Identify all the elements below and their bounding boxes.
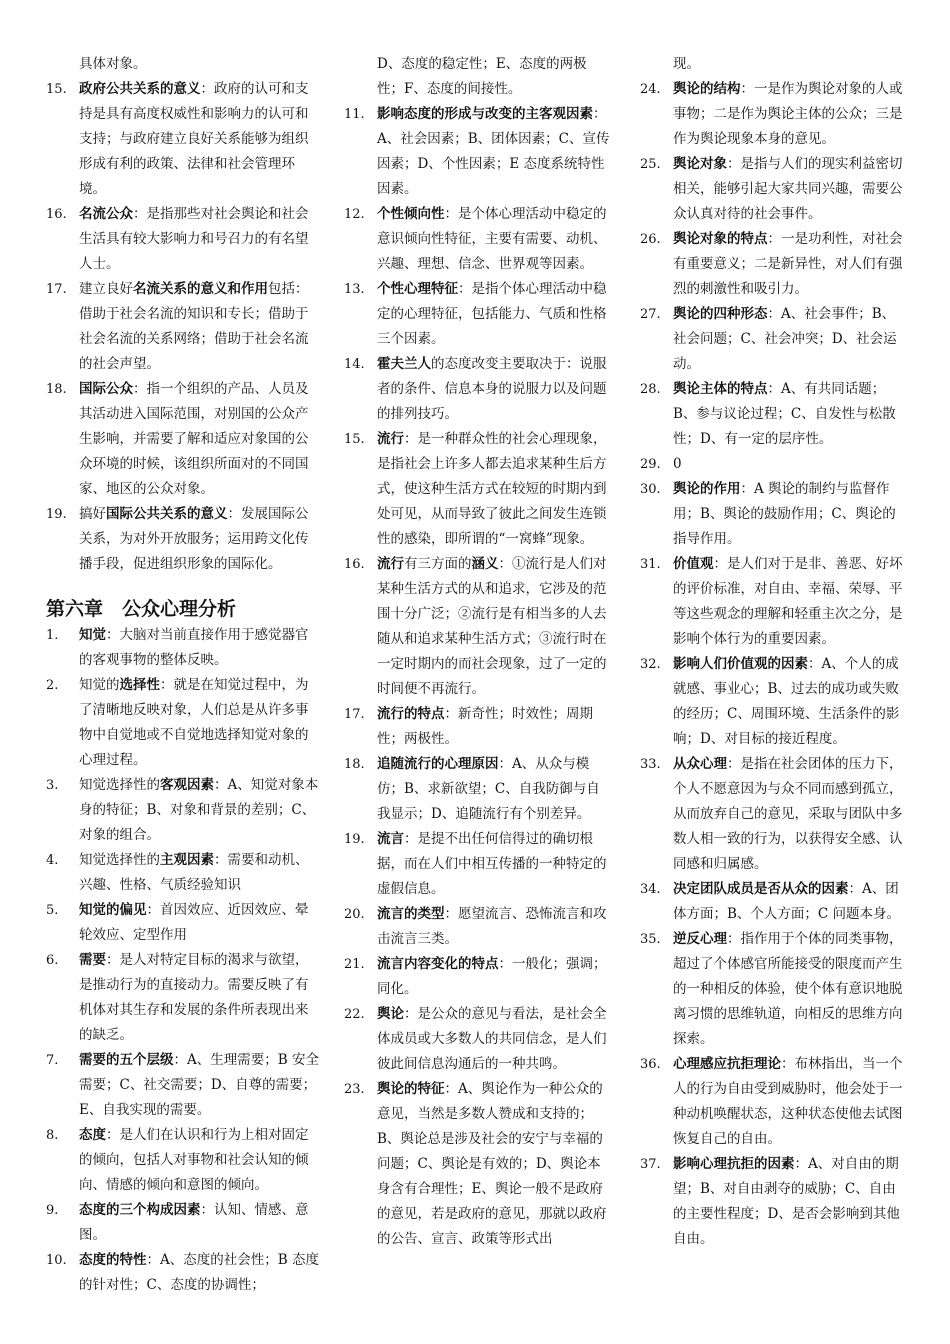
item-number: 2. bbox=[46, 678, 59, 693]
item-number: 23. bbox=[344, 1082, 365, 1097]
text-run: ：A、团体方面；B、个人方面；C 问题本身。 bbox=[673, 881, 901, 922]
item-number: 13. bbox=[344, 282, 365, 297]
text-run: 搞好 bbox=[79, 506, 106, 522]
text-run: ：一是功利性，对社会有重要意义；二是新异性，对人们有强烈的刺激性和吸引力。 bbox=[673, 231, 903, 297]
text-run: ：指作用于个体的同类事物，超过了个体感官所能接受的限度而产生的一种相反的体验，使个体有意识地脱离习惯的思维轨道，向相反的思维方向探索。 bbox=[673, 931, 903, 1047]
text-run: ：A、社会因素；B、团体因素；C、宣传因素；D、个性因素；E 态度系统特性因素。 bbox=[377, 106, 610, 197]
term-bold: 影响态度的形成与改变的主客观因素 bbox=[377, 106, 593, 122]
text-run: ：愿望流言、恐怖流言和攻击流言三类。 bbox=[377, 906, 607, 947]
text-run: 有三方面的 bbox=[404, 556, 472, 572]
item-text bbox=[377, 702, 612, 752]
text-run: 0 bbox=[673, 456, 682, 472]
text-run: ：A、生理需要；B 安全需要；C、社交需要；D、自尊的需要；E、自我实现的需要。 bbox=[79, 1052, 319, 1118]
item-text bbox=[79, 52, 320, 77]
list-item bbox=[344, 827, 612, 902]
item-text bbox=[673, 1152, 908, 1252]
term-bold: 影响心理抗拒的因素 bbox=[673, 1156, 795, 1172]
item-number: 19. bbox=[46, 507, 67, 522]
item-text bbox=[79, 773, 320, 848]
item-text bbox=[79, 898, 320, 948]
text-run: 现。 bbox=[673, 56, 700, 72]
item-text bbox=[79, 948, 320, 1048]
term-bold: 舆论对象的特点 bbox=[673, 231, 768, 247]
list-item bbox=[344, 102, 612, 202]
item-text bbox=[79, 77, 320, 202]
list-item bbox=[344, 1002, 612, 1077]
item-number: 6. bbox=[46, 953, 59, 968]
term-bold: 客观因素 bbox=[160, 777, 214, 793]
item-text bbox=[79, 673, 320, 773]
text-run: ：是指个体心理活动中稳定的心理特征，包括能力、气质和性格三个因素。 bbox=[377, 281, 607, 347]
term-bold: 追随流行的心理原因 bbox=[377, 756, 499, 772]
item-text bbox=[673, 652, 908, 752]
item-number: 35. bbox=[640, 932, 661, 947]
item-text bbox=[377, 102, 612, 202]
item-text bbox=[673, 52, 908, 77]
text-run: ：是指那些对社会舆论和社会生活具有较大影响力和号召力的有名望人士。 bbox=[79, 206, 309, 272]
item-number: 16. bbox=[46, 207, 67, 222]
term-bold: 流言内容变化的特点 bbox=[377, 956, 499, 972]
item-text bbox=[377, 827, 612, 902]
term-bold: 国际公共关系的意义 bbox=[106, 506, 228, 522]
item-text bbox=[377, 427, 612, 552]
item-text bbox=[673, 552, 908, 652]
term-bold: 心理感应抗拒理论 bbox=[673, 1056, 781, 1072]
item-text bbox=[79, 1123, 320, 1198]
list-item bbox=[640, 552, 908, 652]
chapter-heading: 第六章 公众心理分析 bbox=[46, 598, 237, 620]
text-run: ：是公众的意见与看法，是社会全体成员或大多数人的共同信念，是人们彼此间信息沟通后的一种共鸣。 bbox=[377, 1006, 607, 1072]
list-item bbox=[344, 552, 612, 702]
list-item bbox=[640, 652, 908, 752]
list-item bbox=[344, 427, 612, 552]
list-item bbox=[46, 202, 320, 277]
item-text bbox=[673, 377, 908, 452]
term-bold: 涵义 bbox=[471, 556, 499, 572]
term-bold: 国际公众 bbox=[79, 381, 133, 397]
item-text bbox=[377, 1002, 612, 1077]
term-bold: 知觉的偏见 bbox=[79, 902, 147, 918]
item-number: 16. bbox=[344, 557, 365, 572]
text-run: ：是人对特定目标的渴求与欲望，是推动行为的直接动力。需要反映了有机体对其生存和发展的条件所表现出来的缺乏。 bbox=[79, 952, 309, 1043]
item-number: 10. bbox=[46, 1253, 67, 1268]
item-text bbox=[377, 277, 612, 352]
list-item bbox=[344, 277, 612, 352]
item-number: 4. bbox=[46, 853, 59, 868]
item-number: 18. bbox=[344, 757, 365, 772]
item-text bbox=[79, 1048, 320, 1123]
item-text bbox=[79, 623, 320, 673]
text-run: ：是人们对于是非、善恶、好坏的评价标准，对自由、幸福、荣辱、平等这些观念的理解和轻重主次之分，是影响个体行为的重要因素。 bbox=[673, 556, 903, 647]
list-item bbox=[640, 227, 908, 302]
column-middle bbox=[344, 52, 612, 1252]
term-bold: 舆论对象 bbox=[673, 156, 727, 172]
list-item-continuation bbox=[46, 52, 320, 77]
item-text bbox=[673, 77, 908, 152]
item-text bbox=[79, 502, 320, 577]
text-run: 知觉选择性的 bbox=[79, 852, 160, 868]
text-run: ：A、对自由的期望；B、对自由剥夺的威胁；C、自由的主要性程度；D、是否会影响到其他自由。 bbox=[673, 1156, 900, 1247]
text-run: ：一般化；强调；同化。 bbox=[377, 956, 607, 997]
list-item bbox=[46, 773, 320, 848]
item-number: 32. bbox=[640, 657, 661, 672]
text-run: D、态度的稳定性；E、态度的两极性；F、态度的间接性。 bbox=[377, 56, 587, 97]
text-run: ：就是在知觉过程中，为了清晰地反映对象，人们总是从许多事物中自觉地或不自觉地选择知觉对象的心理过程。 bbox=[79, 677, 309, 768]
term-bold: 政府公共关系的意义 bbox=[79, 81, 201, 97]
item-text bbox=[377, 752, 612, 827]
item-number: 21. bbox=[344, 957, 365, 972]
term-bold: 霍夫兰人 bbox=[377, 356, 431, 372]
list-item bbox=[344, 752, 612, 827]
item-text bbox=[79, 1248, 320, 1298]
text-run: 包括：借助于社会名流的知识和专长；借助于社会名流的关系网络；借助于社会名流的社会声望。 bbox=[79, 281, 309, 372]
item-text bbox=[673, 1052, 908, 1152]
list-item bbox=[344, 702, 612, 752]
item-text bbox=[377, 552, 612, 702]
list-item bbox=[46, 1248, 320, 1298]
item-number: 8. bbox=[46, 1128, 59, 1143]
item-text bbox=[377, 52, 612, 102]
list-item bbox=[344, 1077, 612, 1252]
text-run: 知觉的 bbox=[79, 677, 120, 693]
term-bold: 舆论 bbox=[377, 1006, 404, 1022]
term-bold: 态度的特性 bbox=[79, 1252, 147, 1268]
item-text bbox=[673, 752, 908, 877]
list-item bbox=[46, 1198, 320, 1248]
item-number: 9. bbox=[46, 1203, 59, 1218]
item-number: 24. bbox=[640, 82, 661, 97]
item-text bbox=[79, 277, 320, 377]
text-run: ：A、有共同话题；B、参与议论过程；C、自发性与松散性；D、有一定的层序性。 bbox=[673, 381, 896, 447]
text-run: ：政府的认可和支持是具有高度权威性和影响力的认可和支持；与政府建立良好关系能够为组织形成有利的政策、法律和社会管理环境。 bbox=[79, 81, 309, 197]
item-number: 30. bbox=[640, 482, 661, 497]
item-number: 26. bbox=[640, 232, 661, 247]
item-number: 29. bbox=[640, 457, 661, 472]
item-number: 28. bbox=[640, 382, 661, 397]
list-item bbox=[640, 927, 908, 1052]
item-text bbox=[673, 477, 908, 552]
item-number: 17. bbox=[344, 707, 365, 722]
list-item bbox=[46, 1048, 320, 1123]
item-number: 36. bbox=[640, 1057, 661, 1072]
column-left bbox=[46, 52, 320, 1298]
item-text bbox=[673, 927, 908, 1052]
term-bold: 态度的三个构成因素 bbox=[79, 1202, 201, 1218]
term-bold: 主观因素 bbox=[160, 852, 214, 868]
list-item bbox=[46, 77, 320, 202]
item-text bbox=[377, 902, 612, 952]
list-item bbox=[46, 1123, 320, 1198]
item-text bbox=[673, 227, 908, 302]
text-run: ：是一种群众性的社会心理现象，是指社会上许多人都去追求某种生后方式，使这种生活方式在较短的时期内到处可见，从而导致了彼此之间发生连锁性的感染，即所谓的“一窝蜂”现象。 bbox=[377, 431, 607, 547]
column-right bbox=[640, 52, 908, 1252]
item-text bbox=[377, 352, 612, 427]
item-number: 7. bbox=[46, 1053, 59, 1068]
list-item-continuation bbox=[344, 52, 612, 102]
text-run: 知觉选择性的 bbox=[79, 777, 160, 793]
term-bold: 个性倾向性 bbox=[377, 206, 445, 222]
text-run: ：A、态度的社会性；B 态度的针对性；C、态度的协调性； bbox=[79, 1252, 319, 1293]
item-number: 12. bbox=[344, 207, 365, 222]
list-item bbox=[46, 948, 320, 1048]
term-bold: 名流关系的意义和作用 bbox=[133, 281, 268, 297]
term-bold: 影响人们价值观的因素 bbox=[673, 656, 808, 672]
item-number: 15. bbox=[344, 432, 365, 447]
list-item bbox=[640, 1152, 908, 1252]
term-bold: 从众心理 bbox=[673, 756, 727, 772]
term-bold: 流言 bbox=[377, 831, 404, 847]
item-number: 34. bbox=[640, 882, 661, 897]
term-bold: 流行 bbox=[377, 556, 404, 572]
item-text bbox=[673, 152, 908, 227]
term-bold: 价值观 bbox=[673, 556, 714, 572]
term-bold: 需要 bbox=[79, 952, 106, 968]
item-number: 3. bbox=[46, 778, 59, 793]
term-bold: 个性心理特征 bbox=[377, 281, 458, 297]
item-number: 31. bbox=[640, 557, 661, 572]
list-item bbox=[344, 902, 612, 952]
item-number: 5. bbox=[46, 903, 59, 918]
item-number: 19. bbox=[344, 832, 365, 847]
term-bold: 选择性 bbox=[119, 677, 160, 693]
text-run: ：是指与人们的现实利益密切相关，能够引起大家共同兴趣，需要公众认真对待的社会事件。 bbox=[673, 156, 903, 222]
item-text bbox=[79, 848, 320, 898]
term-bold: 舆论的作用 bbox=[673, 481, 741, 497]
text-run: ：A、舆论作为一种公众的意见，当然是多数人赞成和支持的；B、舆论总是涉及社会的安宁与幸福的问题；C、舆论是有效的；D、舆论本身含有合理性；E、舆论一般不是政府的意见，若是政府的意见，那就以政府的公告、宣言、政策等形式出 bbox=[377, 1081, 607, 1247]
text-run: 建立良好 bbox=[79, 281, 133, 297]
term-bold: 知觉 bbox=[79, 627, 106, 643]
item-number: 25. bbox=[640, 157, 661, 172]
text-run: ：①流行是人们对某种生活方式的从和追求，它涉及的范围十分广泛；②流行是有相当多的人去随从和追求某种生活方式；③流行时在一定时期内的而社会现象，过了一定的时间便不再流行。 bbox=[377, 556, 607, 697]
item-number: 11. bbox=[344, 107, 365, 122]
term-bold: 需要的五个层级 bbox=[79, 1052, 174, 1068]
term-bold: 流言的类型 bbox=[377, 906, 445, 922]
text-run: ：A、个人的成就感、事业心；B、过去的成功或失败的经历；C、周围环境、生活条件的影响；D、对目标的接近程度。 bbox=[673, 656, 900, 747]
term-bold: 舆论的结构 bbox=[673, 81, 741, 97]
item-text bbox=[377, 202, 612, 277]
text-run: ：是人们在认识和行为上相对固定的倾向，包括人对事物和社会认知的倾向、情感的倾向和意图的倾向。 bbox=[79, 1127, 309, 1193]
text-run: ：新奇性；时效性；周期性；两极性。 bbox=[377, 706, 593, 747]
list-item bbox=[640, 302, 908, 377]
text-run: ：布林指出，当一个人的行为自由受到威胁时，他会处于一种动机唤醒状态，这种状态使他去试图恢复自己的自由。 bbox=[673, 1056, 903, 1147]
text-run: ：A、知觉对象本身的特征；B、对象和背景的差别；C、对象的组合。 bbox=[79, 777, 319, 843]
term-bold: 舆论主体的特点 bbox=[673, 381, 768, 397]
list-item bbox=[46, 848, 320, 898]
list-item bbox=[46, 277, 320, 377]
list-item bbox=[640, 477, 908, 552]
list-item bbox=[344, 202, 612, 277]
item-text bbox=[673, 452, 908, 477]
text-run: ：一是作为舆论对象的人或事物；二是作为舆论主体的公众；三是作为舆论现象本身的意见。 bbox=[673, 81, 903, 147]
text-run: 的态度改变主要取决于：说服者的条件、信息本身的说服力以及问题的排列技巧。 bbox=[377, 356, 607, 422]
item-text bbox=[377, 1077, 612, 1252]
term-bold: 态度 bbox=[79, 1127, 106, 1143]
list-item bbox=[640, 752, 908, 877]
text-run: ：需要和动机、兴趣、性格、气质经验知识 bbox=[79, 852, 309, 893]
item-number: 1. bbox=[46, 628, 59, 643]
list-item bbox=[640, 377, 908, 452]
term-bold: 舆论的四种形态 bbox=[673, 306, 768, 322]
text-run: ：A 舆论的制约与监督作用；B、舆论的鼓励作用；C、舆论的指导作用。 bbox=[673, 481, 896, 547]
list-item bbox=[46, 502, 320, 577]
item-number: 18. bbox=[46, 382, 67, 397]
item-number: 15. bbox=[46, 82, 67, 97]
text-run: ：A、从众与模仿；B、求新欲望；C、自我防御与自我显示；D、追随流行有个别差异。 bbox=[377, 756, 600, 822]
item-text bbox=[79, 202, 320, 277]
text-run: 具体对象。 bbox=[79, 56, 147, 72]
item-number: 22. bbox=[344, 1007, 365, 1022]
text-run: ：指一个组织的产品、人员及其活动进入国际范围，对别国的公众产生影响，并需要了解和适应对象国的公众环境的时候，该组织所面对的不同国家、地区的公众对象。 bbox=[79, 381, 309, 497]
item-text bbox=[673, 302, 908, 377]
list-item bbox=[46, 623, 320, 673]
text-run: ：首因效应、近因效应、晕轮效应、定型作用 bbox=[79, 902, 309, 943]
list-item-continuation bbox=[640, 52, 908, 77]
list-item bbox=[640, 452, 908, 477]
item-text bbox=[79, 1198, 320, 1248]
text-run: ：发展国际公关系，为对外开放服务；运用跨文化传播手段，促进组织形象的国际化。 bbox=[79, 506, 309, 572]
item-number: 37. bbox=[640, 1157, 661, 1172]
item-number: 33. bbox=[640, 757, 661, 772]
list-item bbox=[640, 1052, 908, 1152]
text-run: ：认知、情感、意图。 bbox=[79, 1202, 309, 1243]
list-item bbox=[640, 77, 908, 152]
item-text bbox=[673, 877, 908, 927]
text-run: ：大脑对当前直接作用于感觉器官的客观事物的整体反映。 bbox=[79, 627, 309, 668]
term-bold: 流行的特点 bbox=[377, 706, 445, 722]
list-item bbox=[46, 377, 320, 502]
term-bold: 名流公众 bbox=[79, 206, 133, 222]
item-text bbox=[79, 377, 320, 502]
term-bold: 舆论的特征 bbox=[377, 1081, 445, 1097]
term-bold: 流行 bbox=[377, 431, 404, 447]
list-item bbox=[46, 898, 320, 948]
item-number: 27. bbox=[640, 307, 661, 322]
list-item bbox=[344, 352, 612, 427]
list-item bbox=[640, 152, 908, 227]
list-item bbox=[640, 877, 908, 927]
item-number: 20. bbox=[344, 907, 365, 922]
list-item bbox=[344, 952, 612, 1002]
term-bold: 决定团队成员是否从众的因素 bbox=[673, 881, 849, 897]
text-run: ：是指在社会团体的压力下，个人不愿意因为与众不同而感到孤立，从而放弃自己的意见，采取与团队中多数人相一致的行为，以获得安全感、认同感和归属感。 bbox=[673, 756, 903, 872]
text-run: ：是个体心理活动中稳定的意识倾向性特征，主要有需要、动机、兴趣、理想、信念、世界观等因素。 bbox=[377, 206, 607, 272]
item-number: 17. bbox=[46, 282, 67, 297]
list-item bbox=[46, 673, 320, 773]
term-bold: 逆反心理 bbox=[673, 931, 727, 947]
text-run: ：A、社会事件；B、社会问题；C、社会冲突；D、社会运动。 bbox=[673, 306, 897, 372]
item-text bbox=[377, 952, 612, 1002]
text-run: ：是提不出任何信得过的确切根据，而在人们中相互传播的一种特定的虚假信息。 bbox=[377, 831, 607, 897]
item-number: 14. bbox=[344, 357, 365, 372]
